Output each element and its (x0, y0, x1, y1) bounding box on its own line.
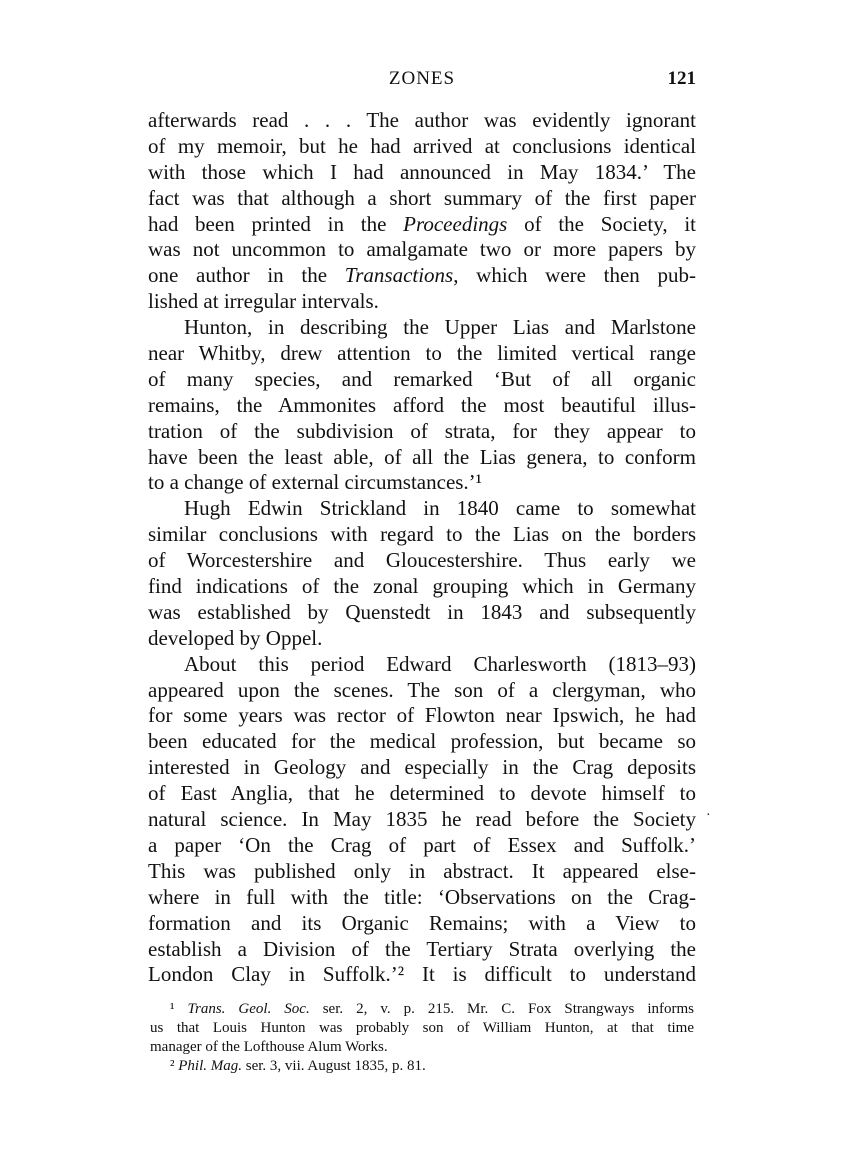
text-line: of Worcestershire and Gloucestershire. Thus early we (148, 548, 696, 573)
text-line: for some years was rector of Flowton near Ipswich, he had (148, 703, 696, 728)
paragraph (148, 108, 696, 315)
text-line: to a change of external circumstances.’¹ (148, 470, 482, 495)
page-header (148, 68, 696, 94)
text-line: Hunton, in describing the Upper Lias and Marlstone (184, 315, 696, 340)
text-line: was established by Quenstedt in 1843 and subsequently (148, 599, 696, 624)
text-line: About this period Edward Charlesworth (1813–93) (184, 651, 696, 676)
text-line: fact was that although a short summary of the first paper (148, 185, 696, 210)
paragraph (148, 652, 696, 989)
text-line: of many species, and remarked ‘But of all organic (148, 366, 696, 391)
footnote-line: ² Phil. Mag. ser. 3, vii. August 1835, p. 81. (170, 1058, 426, 1074)
text-line: appeared upon the scenes. The son of a clergyman, who (148, 677, 696, 702)
text-line: been educated for the medical profession, but became so (148, 729, 696, 754)
page-number: 121 (667, 68, 696, 89)
text-line: natural science. In May 1835 he read before the Society (148, 807, 696, 832)
text-line: similar conclusions with regard to the Lias on the borders (148, 522, 696, 547)
body-text (148, 108, 696, 988)
text-line: near Whitby, drew attention to the limited vertical range (148, 341, 696, 366)
text-line: lished at irregular intervals. (148, 289, 379, 314)
text-line: developed by Oppel. (148, 625, 323, 650)
footnote-line: ¹ Trans. Geol. Soc. ser. 2, v. p. 215. Mr. C. Fox Strangways informs (170, 1001, 694, 1017)
paragraph (148, 315, 696, 496)
text-line: was not uncommon to amalgamate two or more papers by (148, 237, 696, 262)
text-line: afterwards read . . . The author was evidently ignorant (148, 108, 696, 132)
text-line: where in full with the title: ‘Observations on the Crag- (148, 884, 696, 909)
margin-mark: · (706, 808, 711, 823)
text-line: one author in the Transactions, which were then pub- (148, 263, 696, 288)
footnote-line: manager of the Lofthouse Alum Works. (150, 1039, 388, 1055)
text-line: interested in Geology and especially in the Crag deposits (148, 755, 696, 780)
text-line: This was published only in abstract. It appeared else- (148, 858, 696, 883)
text-line: tration of the subdivision of strata, for they appear to (148, 418, 696, 443)
footnote-line: us that Louis Hunton was probably son of William Hunton, at that time (150, 1020, 694, 1036)
text-line: remains, the Ammonites afford the most beautiful illus- (148, 392, 696, 417)
running-head: ZONES (388, 68, 456, 89)
text-line: of East Anglia, that he determined to devote himself to (148, 781, 696, 806)
text-line: formation and its Organic Remains; with a View to (148, 910, 696, 935)
text-line: with those which I had announced in May 1834.’ The (148, 159, 696, 184)
text-line: London Clay in Suffolk.’² It is difficult to understand (148, 962, 696, 987)
text-line: of my memoir, but he had arrived at conclusions identical (148, 133, 696, 158)
text-line: establish a Division of the Tertiary Strata overlying the (148, 936, 696, 961)
paragraph (148, 496, 696, 651)
text-line: had been printed in the Proceedings of the Society, it (148, 211, 696, 236)
text-line: Hugh Edwin Strickland in 1840 came to somewhat (184, 496, 696, 521)
text-line: have been the least able, of all the Lias genera, to conform (148, 444, 696, 469)
text-line: find indications of the zonal grouping which in Germany (148, 574, 696, 599)
text-line: a paper ‘On the Crag of part of Essex and Suffolk.’ (148, 832, 696, 857)
footnotes (150, 1000, 694, 1076)
